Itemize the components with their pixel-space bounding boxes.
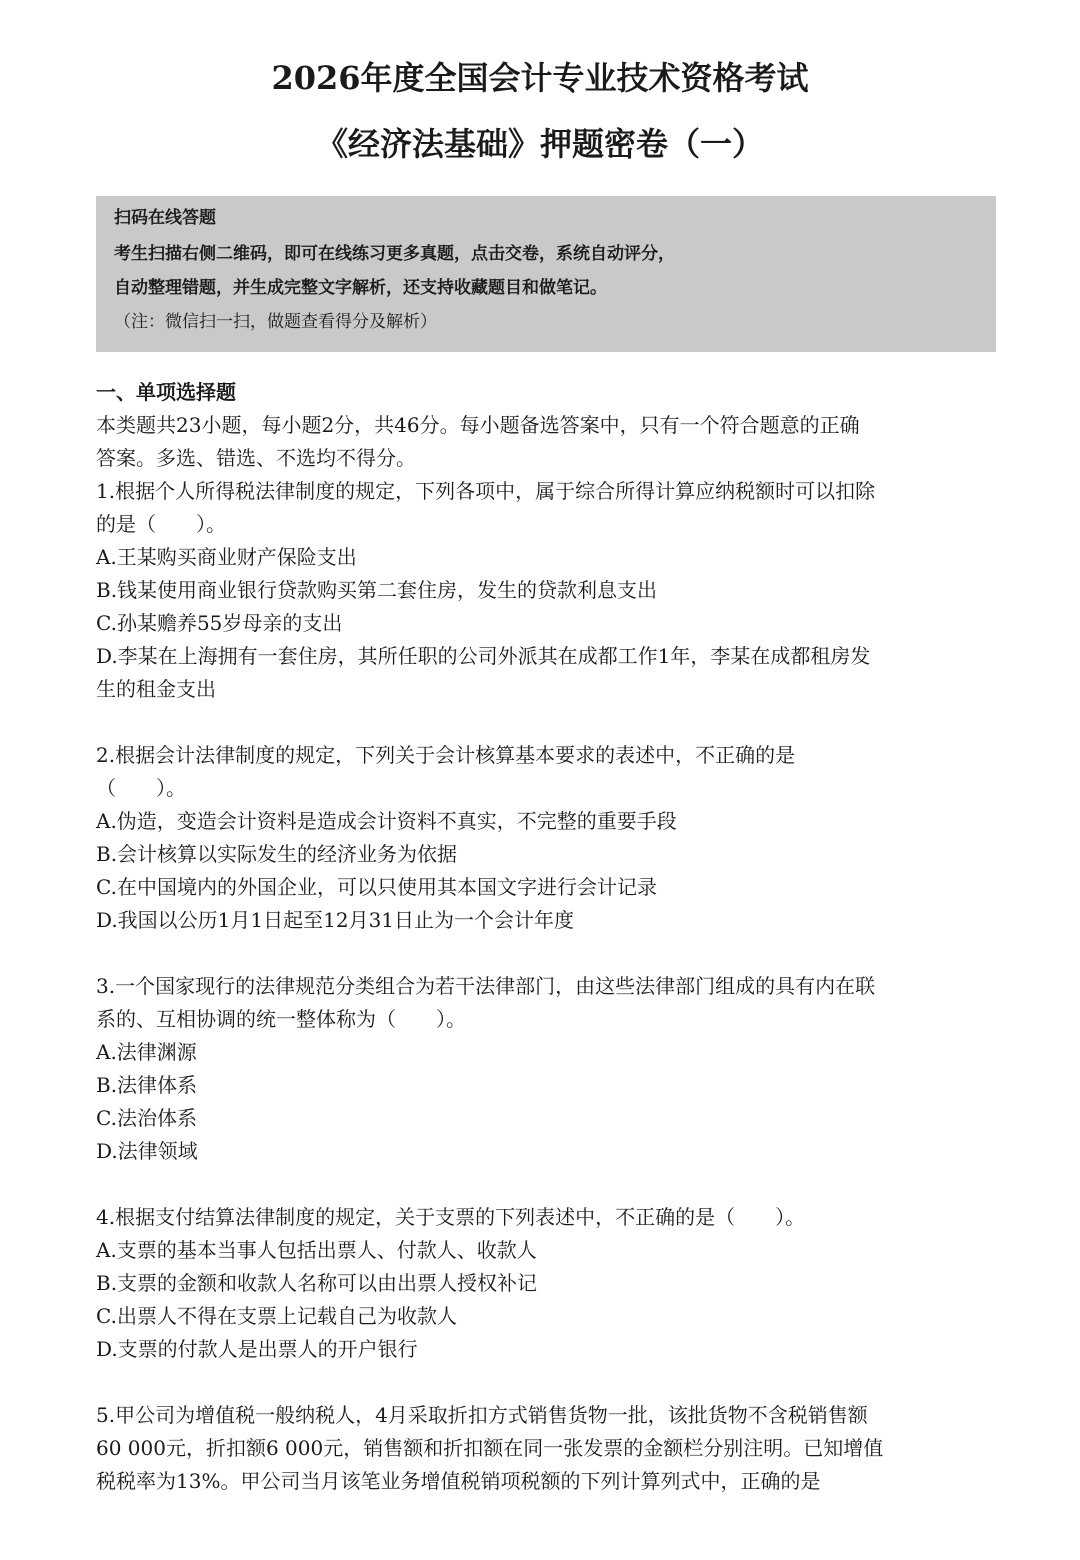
question-4 <box>96 1201 976 1366</box>
document-title-line1: 2026年度全国会计专业技术资格考试 <box>271 59 809 97</box>
option-a: A.支票的基本当事人包括出票人、付款人、收款人 <box>96 1238 537 1262</box>
question-3 <box>96 970 976 1168</box>
question-1 <box>96 475 976 706</box>
option-b: B.会计核算以实际发生的经济业务为依据 <box>96 842 458 866</box>
question-stem: 3.一个国家现行的法律规范分类组合为若干法律部门，由这些法律部门组成的具有内在联 <box>96 974 876 998</box>
question-stem: 4.根据支付结算法律制度的规定，关于支票的下列表述中，不正确的是（ ）。 <box>96 1205 806 1229</box>
question-stem: 1.根据个人所得税法律制度的规定，下列各项中，属于综合所得计算应纳税额时可以扣除 <box>96 479 876 503</box>
option-d-continued: 生的租金支出 <box>96 677 216 701</box>
option-c: C.法治体系 <box>96 1106 197 1130</box>
question-stem: 系的、互相协调的统一整体称为（ ）。 <box>96 1007 466 1031</box>
question-stem: 的是（ ）。 <box>96 512 226 536</box>
option-b: B.法律体系 <box>96 1073 198 1097</box>
notice-heading: 扫码在线答题 <box>114 208 216 228</box>
section-heading: 一、单项选择题 <box>96 380 236 404</box>
option-b: B.支票的金额和收款人名称可以由出票人授权补记 <box>96 1271 538 1295</box>
notice-note: （注：微信扫一扫，做题查看得分及解析） <box>114 312 437 332</box>
question-stem: （ ）。 <box>96 776 186 800</box>
option-c: C.在中国境内的外国企业，可以只使用其本国文字进行会计记录 <box>96 875 657 899</box>
notice-line-2: 自动整理错题，并生成完整文字解析，还支持收藏题目和做笔记。 <box>114 278 607 298</box>
option-b: B.钱某使用商业银行贷款购买第二套住房，发生的贷款利息支出 <box>96 578 658 602</box>
option-c: C.孙某赡养55岁母亲的支出 <box>96 611 343 635</box>
option-a: A.王某购买商业财产保险支出 <box>96 545 357 569</box>
question-stem: 2.根据会计法律制度的规定，下列关于会计核算基本要求的表述中，不正确的是 <box>96 743 796 767</box>
question-2 <box>96 739 976 937</box>
section-intro-line2: 答案。多选、错选、不选均不得分。 <box>96 446 416 470</box>
notice-line-1: 考生扫描右侧二维码，即可在线练习更多真题，点击交卷，系统自动评分， <box>114 244 675 264</box>
question-stem: 60 000元，折扣额6 000元，销售额和折扣额在同一张发票的金额栏分别注明。已知增值 <box>96 1436 884 1460</box>
option-d: D.法律领域 <box>96 1139 198 1163</box>
question-stem: 税税率为13%。甲公司当月该笔业务增值税销项税额的下列计算列式中，正确的是 <box>96 1469 821 1493</box>
question-5 <box>96 1399 976 1498</box>
option-d: D.支票的付款人是出票人的开户银行 <box>96 1337 418 1361</box>
option-c: C.出票人不得在支票上记载自己为收款人 <box>96 1304 457 1328</box>
document-title-line2: 《经济法基础》押题密卷（一） <box>315 125 764 163</box>
option-d: D.李某在上海拥有一套住房，其所任职的公司外派其在成都工作1年，李某在成都租房发 <box>96 644 871 668</box>
document-body <box>96 376 976 1498</box>
option-d: D.我国以公历1月1日起至12月31日止为一个会计年度 <box>96 908 575 932</box>
scan-notice-box <box>96 196 996 352</box>
question-stem: 5.甲公司为增值税一般纳税人，4月采取折扣方式销售货物一批，该批货物不含税销售额 <box>96 1403 868 1427</box>
section-intro-line1: 本类题共23小题，每小题2分，共46分。每小题备选答案中，只有一个符合题意的正确 <box>96 413 860 437</box>
option-a: A.法律渊源 <box>96 1040 197 1064</box>
option-a: A.伪造，变造会计资料是造成会计资料不真实，不完整的重要手段 <box>96 809 677 833</box>
